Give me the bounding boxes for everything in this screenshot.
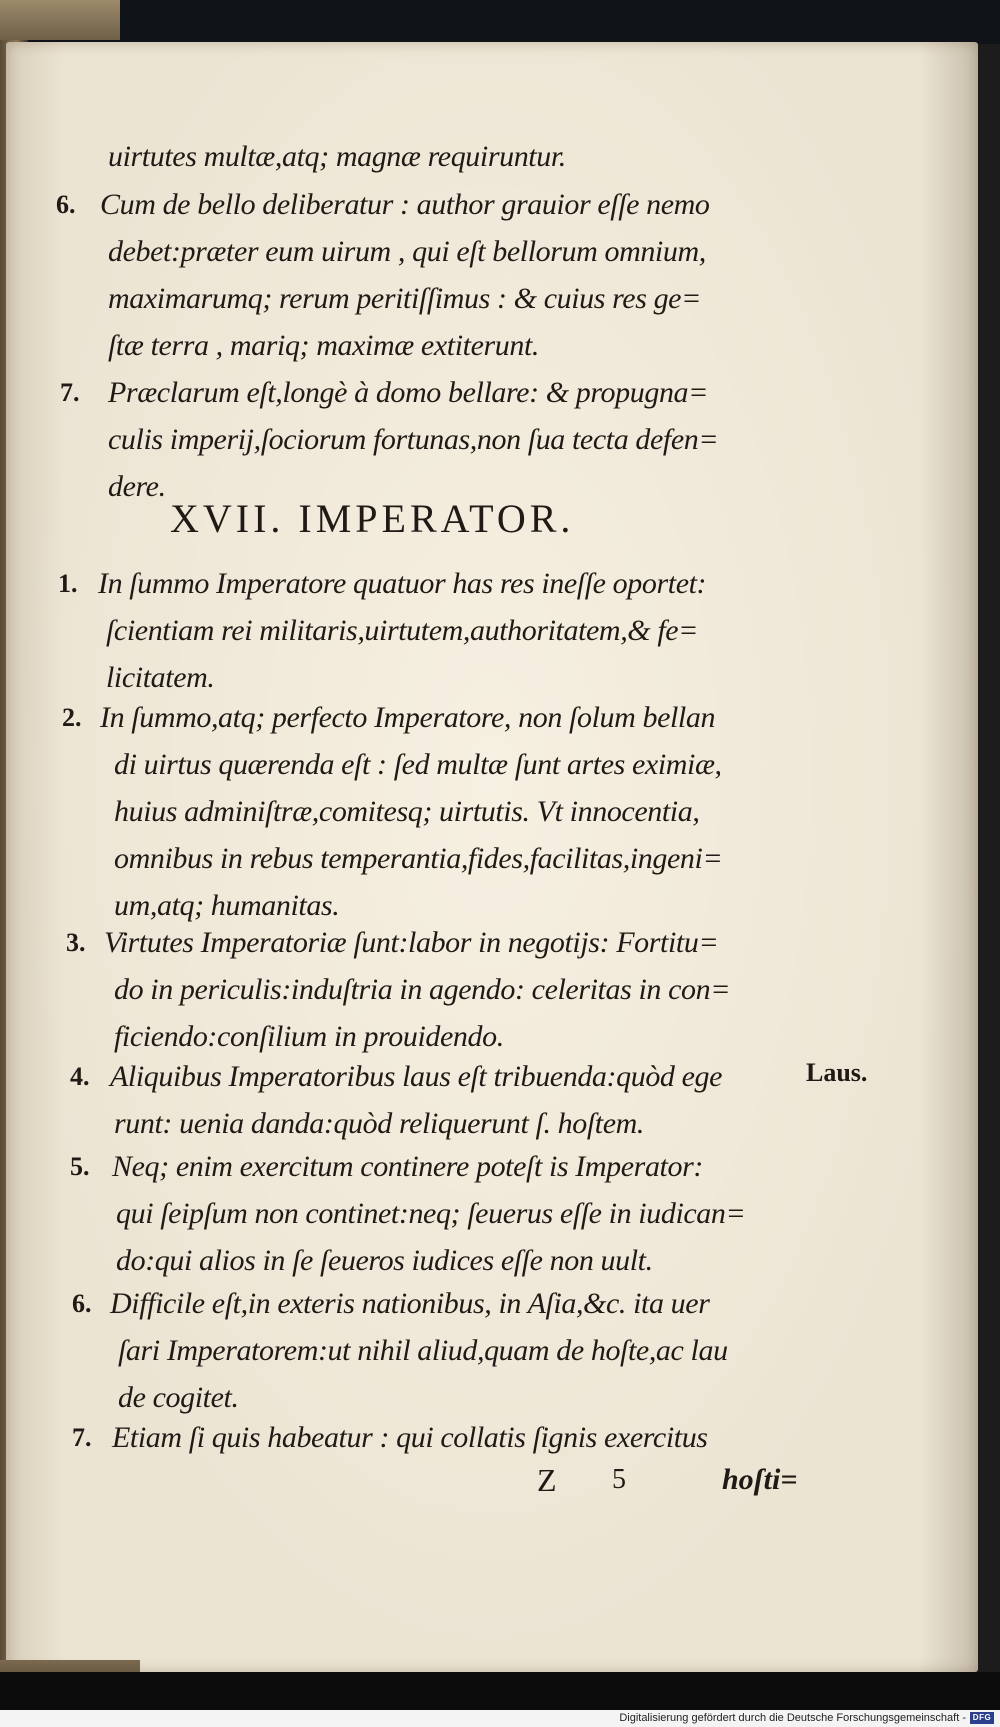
margin-note: Laus.: [806, 1058, 868, 1087]
signature-mark: Z: [537, 1462, 557, 1498]
binding-corner: [0, 0, 120, 40]
text-line: debet:præter eum uirum , qui eſt bellorum omnium,: [108, 235, 706, 268]
text-line: runt: uenia danda:quòd reliquerunt ſ. hoſtem.: [114, 1107, 644, 1140]
text-line: In ſummo Imperatore quatuor has res ineſſe oportet:: [98, 567, 707, 600]
item-number: 7.: [72, 1423, 92, 1452]
text-line: Virtutes Imperatoriæ ſunt:labor in negotijs: Fortitu=: [104, 926, 719, 959]
item-number: 3.: [66, 928, 86, 957]
text-line: ſcientiam rei militaris,uirtutem,authoritatem,& fe=: [106, 614, 699, 647]
text-line: In ſummo,atq; perfecto Imperatore, non ſolum bellan: [100, 701, 716, 734]
text-line: maximarumq; rerum peritiſſimus : & cuius res ge=: [108, 282, 701, 315]
footer-credit: Digitalisierung gefördert durch die Deutsche Forschungsgemeinschaft -: [619, 1712, 966, 1724]
dfg-logo: DFG: [970, 1712, 994, 1724]
scan-top-border: [28, 0, 1000, 44]
text-line: di uirtus quærenda eſt : ſed multæ ſunt artes eximiæ,: [114, 748, 722, 781]
item-number: 1.: [58, 569, 78, 598]
text-line: Neq; enim exercitum continere poteſt is Imperator:: [112, 1150, 703, 1183]
text-line: huius adminiſtræ,comitesq; uirtutis. Vt innocentia,: [114, 795, 700, 828]
text-line: licitatem.: [106, 661, 215, 694]
item-number: 6.: [56, 190, 76, 219]
text-line: dere.: [108, 470, 166, 503]
item-number: 6.: [72, 1289, 92, 1318]
signature-number: 5: [612, 1464, 626, 1495]
text-line: uirtutes multæ,atq; magnæ requiruntur.: [108, 140, 566, 173]
text-line: de cogitet.: [118, 1381, 239, 1414]
item-number: 5.: [70, 1152, 90, 1181]
item-number: 7.: [60, 378, 80, 407]
text-line: Difficile eſt,in exteris nationibus, in Aſia,&c. ita uer: [110, 1287, 710, 1320]
catchword: hoſti=: [722, 1463, 798, 1496]
item-number: 4.: [70, 1062, 90, 1091]
section-heading: XVII. IMPERATOR.: [170, 496, 575, 541]
item-number: 2.: [62, 703, 82, 732]
text-line: ficiendo:conſilium in prouidendo.: [114, 1020, 504, 1053]
text-line: Etiam ſi quis habeatur : qui collatis ſignis exercitus: [112, 1421, 708, 1454]
text-line: ſari Imperatorem:ut nihil aliud,quam de hoſte,ac lau: [118, 1334, 728, 1367]
text-line: Cum de bello deliberatur : author grauior eſſe nemo: [100, 188, 710, 221]
text-line: do:qui alios in ſe ſeueros iudices eſſe non uult.: [116, 1244, 653, 1277]
text-line: Præclarum eſt,longè à domo bellare: & propugna=: [108, 376, 708, 409]
text-line: omnibus in rebus temperantia,fides,facilitas,ingeni=: [114, 842, 723, 875]
text-line: qui ſeipſum non continet:neq; ſeuerus eſſe in iudican=: [116, 1197, 746, 1230]
scan-bottom-border: [0, 1672, 1000, 1710]
text-line: Aliquibus Imperatoribus laus eſt tribuenda:quòd ege: [110, 1060, 723, 1093]
text-line: do in periculis:induſtria in agendo: celeritas in con=: [114, 973, 731, 1006]
footer-bar: [0, 1710, 1000, 1727]
text-line: ſtæ terra , mariq; maximæ extiterunt.: [108, 329, 539, 362]
text-line: culis imperij,ſociorum fortunas,non ſua tecta defen=: [108, 423, 719, 456]
text-line: um,atq; humanitas.: [114, 889, 340, 922]
